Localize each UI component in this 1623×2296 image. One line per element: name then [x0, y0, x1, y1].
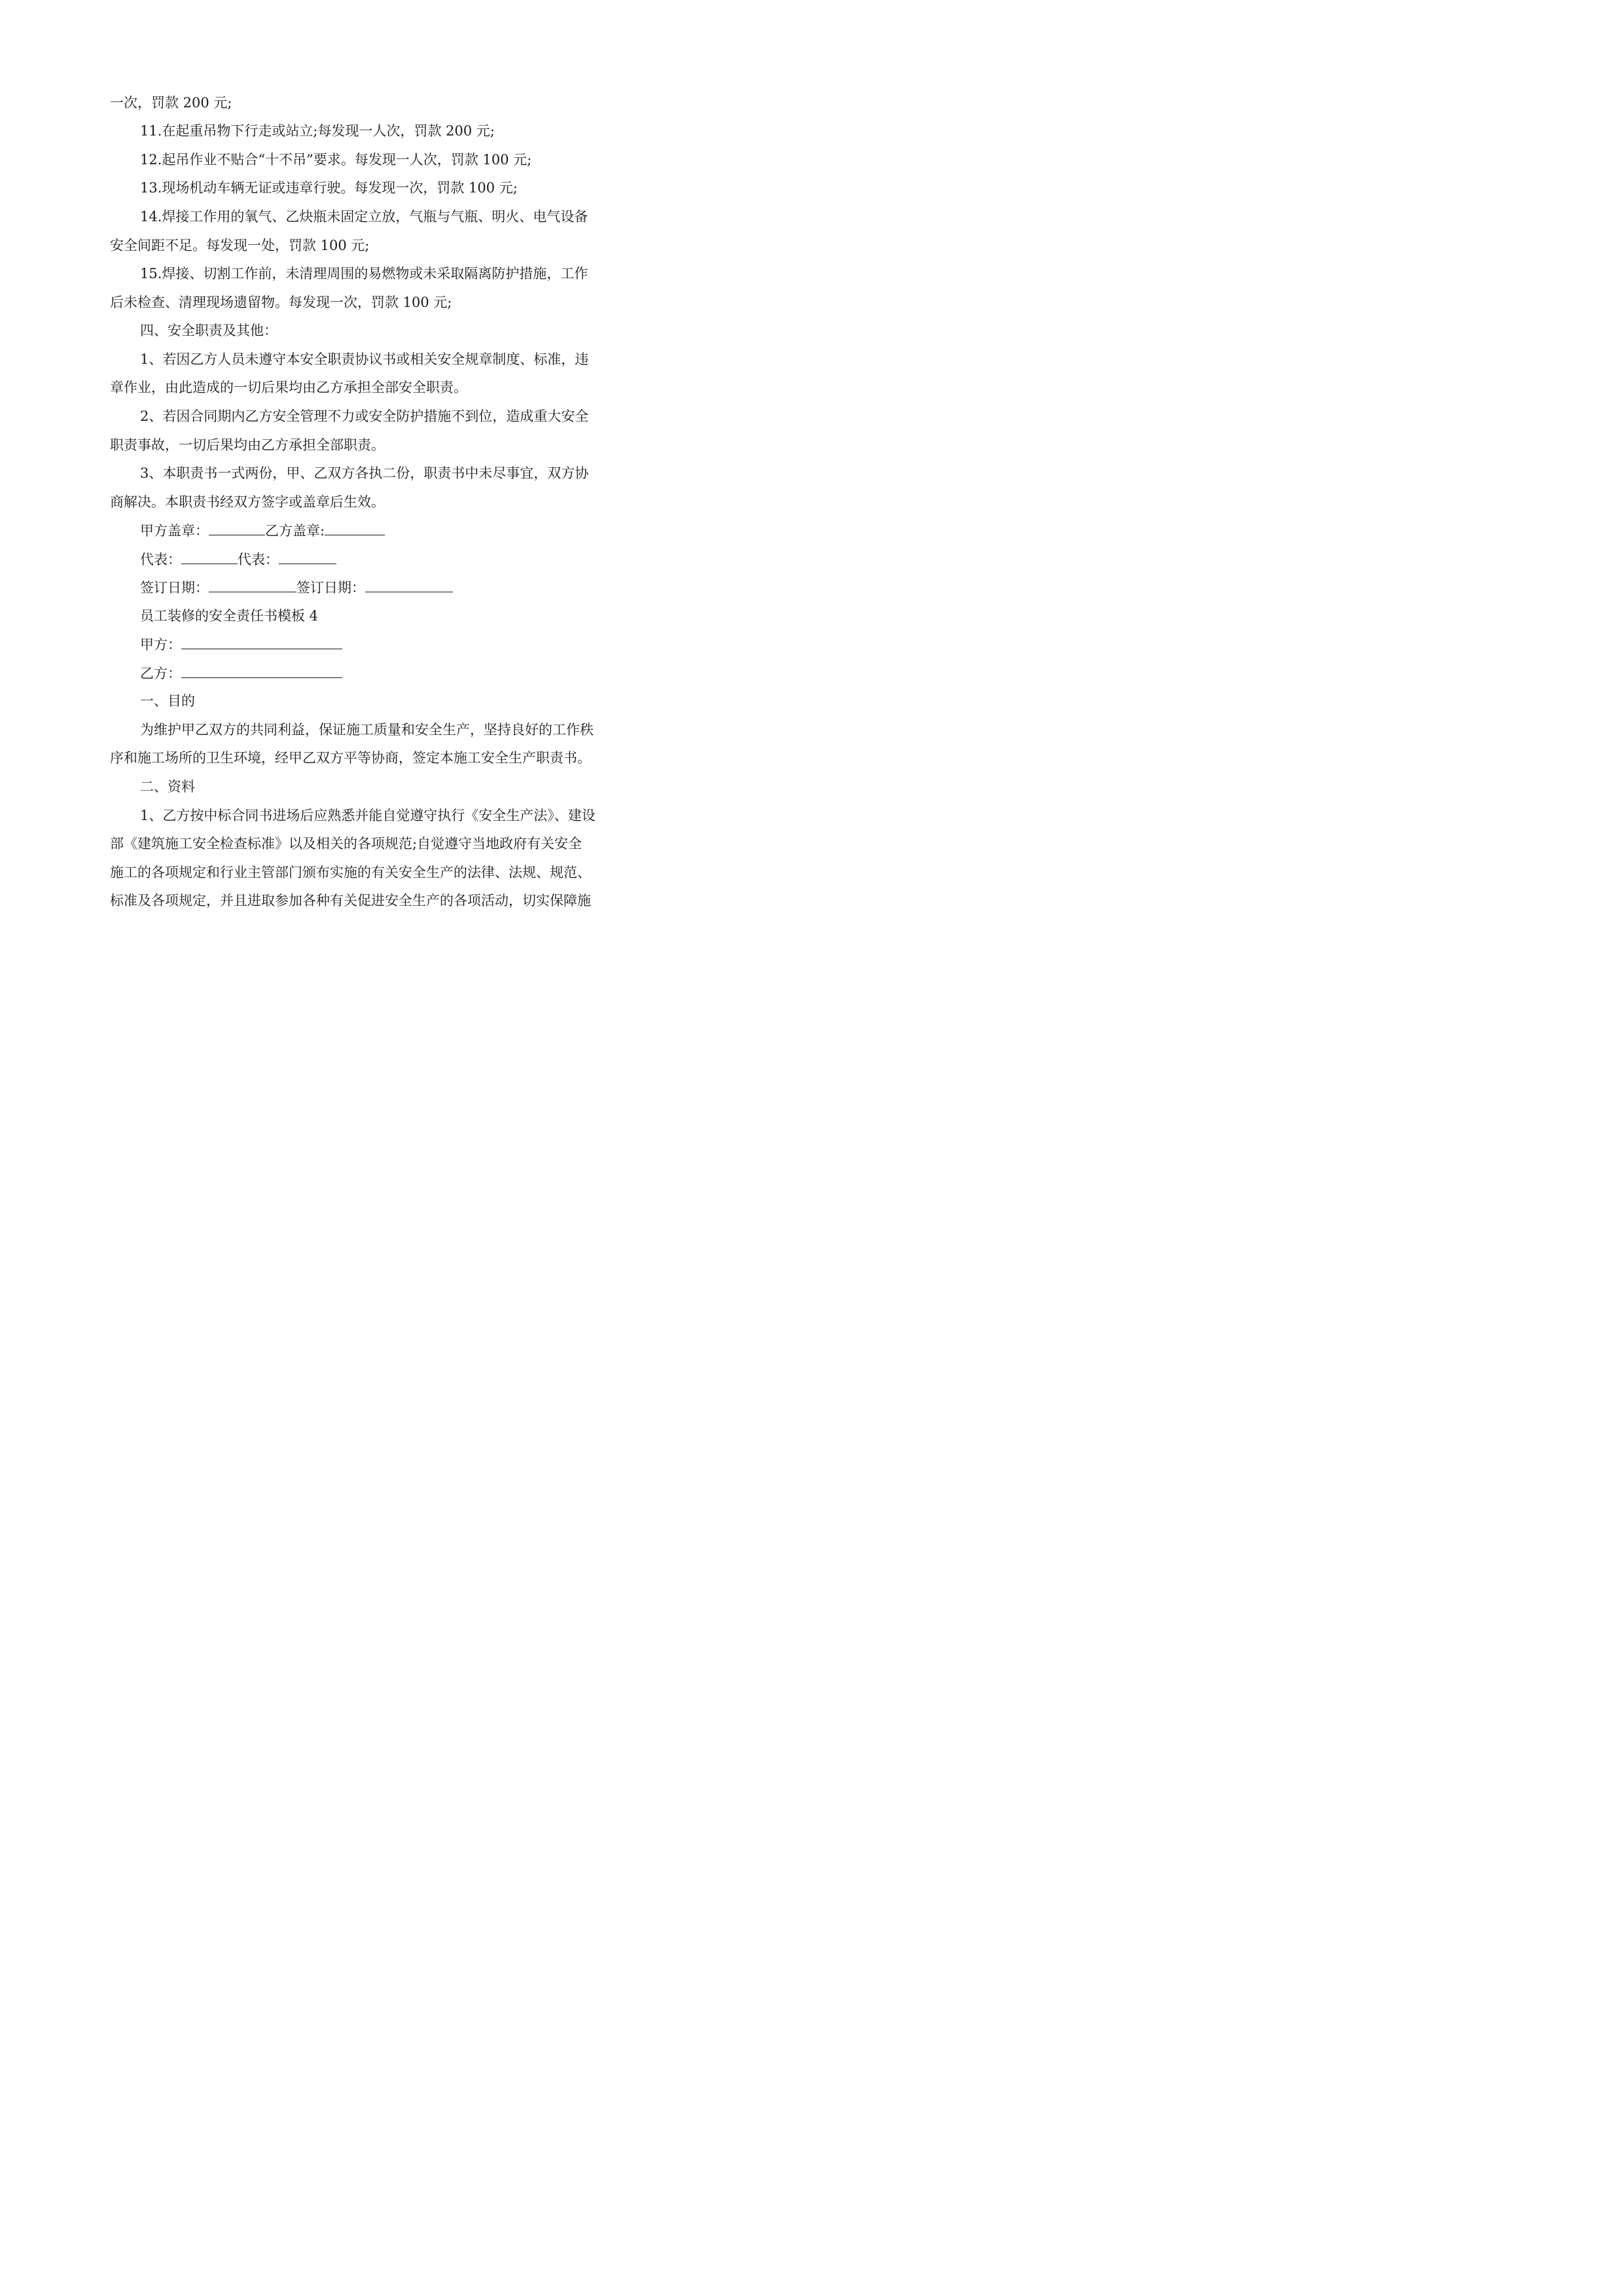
date-b-blank[interactable]	[365, 577, 453, 592]
paragraph-line: 为维护甲乙双方的共同利益，保证施工质量和安全生产，坚持良好的工作秩	[140, 722, 594, 738]
paragraph-line: 12.起吊作业不贴合“十不吊”要求。每发现一人次，罚款 100 元;	[140, 152, 532, 168]
paragraph-line: 章作业，由此造成的一切后果均由乙方承担全部安全职责。	[110, 380, 467, 395]
rep-a-label: 代表：	[140, 552, 181, 567]
rep-b-label: 代表：	[238, 552, 279, 567]
paragraph-line: 14.焊接工作用的氧气、乙炔瓶未固定立放，气瓶与气瓶、明火、电气设备	[140, 209, 588, 224]
date-a-label: 签订日期：	[140, 580, 209, 596]
date-a-blank[interactable]	[209, 577, 296, 592]
party-a-label: 甲方：	[140, 637, 181, 653]
paragraph-line: 一次，罚款 200 元;	[110, 95, 232, 111]
paragraph-line: 15.焊接、切割工作前，未清理周围的易燃物或未采取隔离防护措施，工作	[140, 266, 588, 281]
date-b-label: 签订日期：	[296, 580, 365, 596]
party-a-blank[interactable]	[181, 634, 342, 649]
paragraph-line: 2、若因合同期内乙方安全管理不力或安全防护措施不到位，造成重大安全	[140, 408, 589, 424]
paragraph-line: 3、本职责书一式两份，甲、乙双方各执二份，职责书中未尽事宜，双方协	[140, 465, 589, 481]
seal-line	[140, 520, 385, 541]
party-b-seal-blank[interactable]	[325, 520, 385, 535]
rep-a-blank[interactable]	[181, 549, 238, 564]
section-heading: 四、安全职责及其他：	[140, 323, 277, 338]
template-title: 员工装修的安全责任书模板 4	[140, 608, 319, 624]
party-b-seal-label: 乙方盖章:	[265, 523, 325, 539]
representative-line	[140, 549, 336, 569]
section-heading: 二、资料	[140, 779, 195, 795]
paragraph-line: 安全间距不足。每发现一处，罚款 100 元;	[110, 238, 370, 253]
party-a-line	[140, 634, 342, 655]
sign-date-line	[140, 577, 453, 598]
party-b-line	[140, 663, 342, 683]
rep-b-blank[interactable]	[279, 549, 336, 564]
paragraph-line: 标准及各项规定，并且进取参加各种有关促进安全生产的各项活动，切实保障施	[110, 893, 591, 908]
paragraph-line: 部《建筑施工安全检查标准》以及相关的各项规范;自觉遵守当地政府有关安全	[110, 836, 582, 852]
paragraph-line: 后未检查、清理现场遗留物。每发现一次，罚款 100 元;	[110, 295, 452, 310]
party-b-label: 乙方：	[140, 666, 181, 681]
party-a-seal-blank[interactable]	[209, 520, 265, 535]
paragraph-line: 1、乙方按中标合同书进场后应熟悉并能自觉遵守执行《安全生产法》、建设	[140, 808, 596, 823]
section-heading: 一、目的	[140, 693, 195, 709]
paragraph-line: 1、若因乙方人员未遵守本安全职责协议书或相关安全规章制度、标准，违	[140, 351, 589, 367]
party-a-seal-label: 甲方盖章：	[140, 523, 209, 539]
party-b-blank[interactable]	[181, 663, 342, 678]
paragraph-line: 施工的各项规定和行业主管部门颁布实施的有关安全生产的法律、法规、规范、	[110, 865, 591, 880]
paragraph-line: 商解决。本职责书经双方签字或盖章后生效。	[110, 494, 385, 510]
paragraph-line: 11.在起重吊物下行走或站立;每发现一人次，罚款 200 元;	[140, 123, 495, 139]
paragraph-line: 职责事故，一切后果均由乙方承担全部职责。	[110, 437, 385, 453]
paragraph-line: 13.现场机动车辆无证或违章行驶。每发现一次，罚款 100 元;	[140, 180, 518, 196]
paragraph-line: 序和施工场所的卫生环境，经甲乙双方平等协商，签定本施工安全生产职责书。	[110, 750, 591, 766]
